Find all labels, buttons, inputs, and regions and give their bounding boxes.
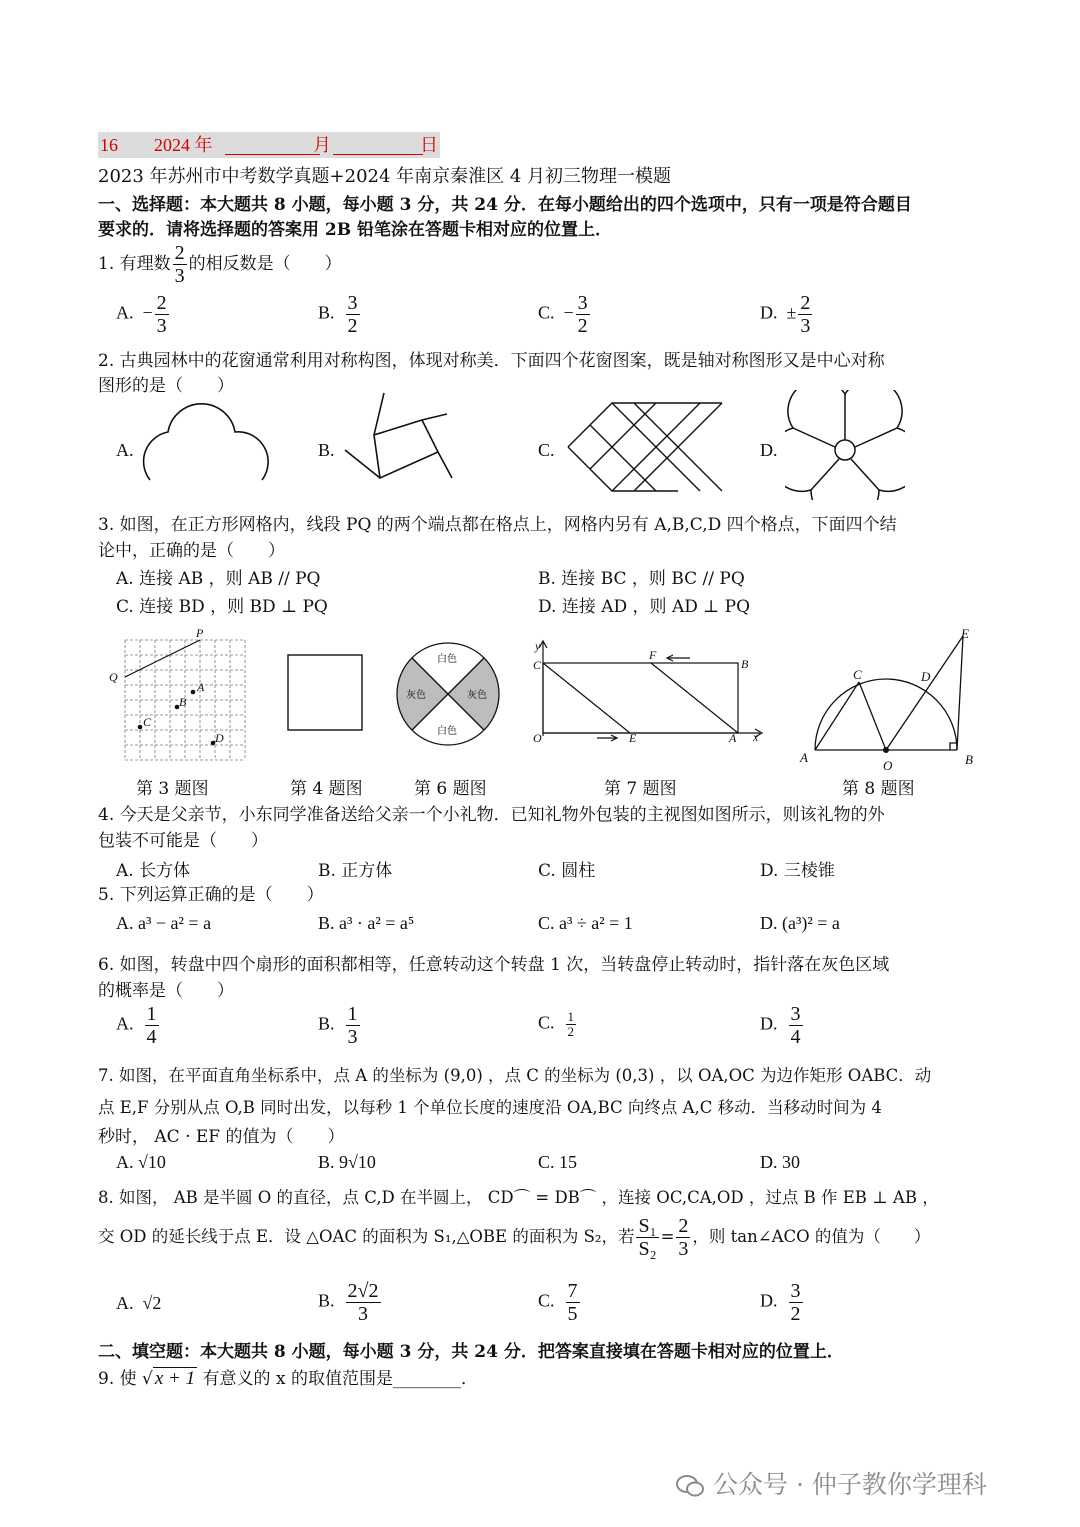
- svg-text:C: C: [853, 667, 862, 682]
- section1-line1: 一、选择题：本大题共 8 小题，每小题 3 分，共 24 分．在每小题给出的四个选项中，只有一项是符合题目: [98, 195, 912, 215]
- svg-text:E: E: [961, 626, 969, 641]
- q7-option-b[interactable]: B. 9√10: [318, 1152, 376, 1172]
- q3-option-b[interactable]: B. 连接 BC ，则 BC // PQ: [538, 569, 745, 589]
- q8-option-a[interactable]: A. √2: [116, 1293, 162, 1313]
- q2-line2: 图形的是（ ）: [98, 376, 234, 396]
- q1-pre: 1. 有理数: [98, 254, 171, 274]
- q8-line1: 8. 如图， AB 是半圆 O 的直径，点 C,D 在半圆上， CD⌒ = DB⌒ ，连接 OC,CA,OD ，过点 B 作 EB ⊥ AB ，: [98, 1188, 939, 1207]
- q3-option-c[interactable]: C. 连接 BD ，则 BD ⊥ PQ: [116, 597, 328, 617]
- q2-label-d[interactable]: D.: [760, 440, 778, 460]
- window-pattern-c: [565, 400, 725, 495]
- figure-q8-semicircle: [795, 624, 985, 774]
- svg-text:B: B: [741, 657, 749, 671]
- wechat-icon: [675, 1474, 705, 1498]
- q6-line2: 的概率是（ ）: [98, 981, 234, 1001]
- q6-option-d[interactable]: D. $\frac{3}{4}$: [760, 1003, 801, 1048]
- caption-fig7: 第 7 题图: [604, 779, 677, 799]
- svg-text:D: D: [921, 669, 931, 684]
- header-year: 2024 年: [154, 135, 213, 155]
- svg-text:Q: Q: [109, 670, 118, 684]
- q1-option-c[interactable]: C. − $\frac{3}{2}$: [538, 292, 588, 337]
- q8-line2: 交 OD 的延长线于点 E．设 △OAC 的面积为 S₁,△OBE 的面积为 S₂，若 $\frac{\text{S₁}}{\text{S₂}}$ = $\frac{2}{3}$ ，则 tan∠ACO 的值为（ ）: [98, 1215, 931, 1260]
- day-blank[interactable]: [333, 154, 423, 155]
- window-pattern-d: [785, 390, 905, 500]
- window-pattern-a: [140, 400, 270, 490]
- svg-text:P: P: [196, 626, 204, 640]
- svg-text:E: E: [629, 731, 637, 745]
- q1-post: 的相反数是（ ）: [188, 254, 342, 274]
- header-number: 16: [100, 135, 118, 155]
- q8-option-c[interactable]: C. $\frac{7}{5}$: [538, 1280, 578, 1325]
- svg-text:O: O: [533, 731, 542, 745]
- q5-stem: 5. 下列运算正确的是（ ）: [98, 885, 324, 905]
- q7-option-c[interactable]: C. 15: [538, 1152, 578, 1172]
- q1-option-d[interactable]: D. ± $\frac{2}{3}$: [760, 292, 811, 337]
- q5-option-c[interactable]: C. a³ ÷ a² = 1: [538, 913, 633, 933]
- svg-text:y: y: [535, 639, 541, 653]
- section2-heading: 二、填空题：本大题共 8 小题，每小题 3 分，共 24 分．把答案直接填在答题卡相对应的位置上．: [98, 1342, 844, 1362]
- svg-text:x: x: [753, 730, 759, 744]
- svg-text:B: B: [965, 752, 973, 767]
- watermark: 公众号 · 仲子教你学理科: [675, 1465, 987, 1501]
- caption-fig6: 第 6 题图: [414, 779, 487, 799]
- q4-option-b[interactable]: B. 正方体: [318, 861, 393, 881]
- figure-q7-rectangle: [525, 638, 770, 748]
- q3-line2: 论中，正确的是（ ）: [98, 541, 285, 561]
- header-month: 月: [313, 135, 331, 155]
- figure-q6-spinner: [395, 640, 505, 750]
- svg-text:灰色: 灰色: [467, 690, 487, 701]
- q9-stem: 9. 使 √ x + 1 有意义的 x 的取值范围是________．: [98, 1368, 478, 1389]
- q2-label-b[interactable]: B.: [318, 440, 335, 460]
- q3-line1: 3. 如图，在正方形网格内，线段 PQ 的两个端点都在格点上，网格内另有 A,B,C,D 四个格点，下面四个结: [98, 515, 897, 535]
- q6-option-b[interactable]: B. $\frac{1}{3}$: [318, 1003, 358, 1048]
- q7-line3: 秒时， AC · EF 的值为（ ）: [98, 1127, 345, 1147]
- window-pattern-b: [342, 390, 457, 495]
- caption-fig3: 第 3 题图: [136, 779, 209, 799]
- figure-q3-grid: [105, 625, 255, 765]
- section1-line2: 要求的．请将选择题的答案用 2B 铅笔涂在答题卡相对应的位置上．: [98, 220, 613, 240]
- q4-option-d[interactable]: D. 三棱锥: [760, 861, 835, 881]
- q5-option-b[interactable]: B. a³ · a² = a⁵: [318, 913, 415, 933]
- svg-text:B: B: [179, 695, 187, 709]
- date-header: [98, 132, 440, 158]
- q6-line1: 6. 如图，转盘中四个扇形的面积都相等，任意转动这个转盘 1 次，当转盘停止转动时，指针落在灰色区域: [98, 955, 890, 975]
- q4-option-a[interactable]: A. 长方体: [116, 861, 191, 881]
- svg-text:灰色: 灰色: [406, 690, 426, 701]
- q1-fraction: $\frac{2}{3}$: [174, 242, 185, 287]
- svg-text:A: A: [800, 750, 808, 765]
- q7-line2: 点 E,F 分别从点 O,B 同时出发，以每秒 1 个单位长度的速度沿 OA,BC 向终点 A,C 移动．当移动时间为 4: [98, 1098, 882, 1117]
- q2-label-a[interactable]: A.: [116, 440, 134, 460]
- q1-option-a[interactable]: A. − $\frac{2}{3}$: [116, 292, 167, 337]
- svg-text:白色: 白色: [437, 654, 457, 665]
- svg-text:C: C: [143, 715, 152, 729]
- caption-fig8: 第 8 题图: [842, 779, 915, 799]
- svg-text:F: F: [649, 648, 657, 662]
- header-day: 日: [420, 135, 438, 155]
- q1-stem: [98, 242, 342, 287]
- svg-text:C: C: [533, 658, 542, 672]
- q6-option-a[interactable]: A. $\frac{1}{4}$: [116, 1003, 157, 1048]
- q3-option-a[interactable]: A. 连接 AB ，则 AB // PQ: [116, 569, 321, 589]
- q5-option-a[interactable]: A. a³ − a² = a: [116, 913, 212, 933]
- q4-option-c[interactable]: C. 圆柱: [538, 861, 596, 881]
- q1-option-b[interactable]: B. $\frac{3}{2}$: [318, 292, 358, 337]
- q6-option-c[interactable]: C. $\frac{1}{2}$: [538, 1009, 575, 1039]
- q7-option-d[interactable]: D. 30: [760, 1152, 800, 1172]
- caption-fig4: 第 4 题图: [290, 779, 363, 799]
- q2-label-c[interactable]: C.: [538, 440, 555, 460]
- q3-option-d[interactable]: D. 连接 AD ，则 AD ⊥ PQ: [538, 597, 751, 617]
- figure-q4-square: [285, 652, 365, 734]
- svg-text:白色: 白色: [437, 726, 457, 737]
- svg-text:A: A: [729, 731, 737, 745]
- q8-option-b[interactable]: B. $\frac{2√2}{3}$: [318, 1280, 379, 1325]
- q5-option-d[interactable]: D. (a³)² = a: [760, 913, 840, 933]
- q4-line1: 4. 今天是父亲节，小东同学准备送给父亲一个小礼物．已知礼物外包装的主视图如图所示，则该礼物的外: [98, 805, 885, 825]
- q8-option-d[interactable]: D. $\frac{3}{2}$: [760, 1280, 801, 1325]
- month-blank[interactable]: [225, 154, 320, 155]
- paper-title: 2023 年苏州市中考数学真题+2024 年南京秦淮区 4 月初三物理一模题: [98, 166, 672, 187]
- q2-line1: 2. 古典园林中的花窗通常利用对称构图，体现对称美．下面四个花窗图案，既是轴对称图形又是中心对称: [98, 351, 885, 371]
- q7-option-a[interactable]: A. √10: [116, 1152, 166, 1172]
- svg-text:A: A: [197, 680, 205, 694]
- q7-line1: 7. 如图，在平面直角坐标系中，点 A 的坐标为 (9,0) ，点 C 的坐标为 (0,3) ，以 OA,OC 为边作矩形 OABC．动: [98, 1066, 932, 1085]
- svg-text:O: O: [883, 758, 893, 773]
- q4-line2: 包装不可能是（ ）: [98, 831, 268, 851]
- svg-text:D: D: [215, 731, 224, 745]
